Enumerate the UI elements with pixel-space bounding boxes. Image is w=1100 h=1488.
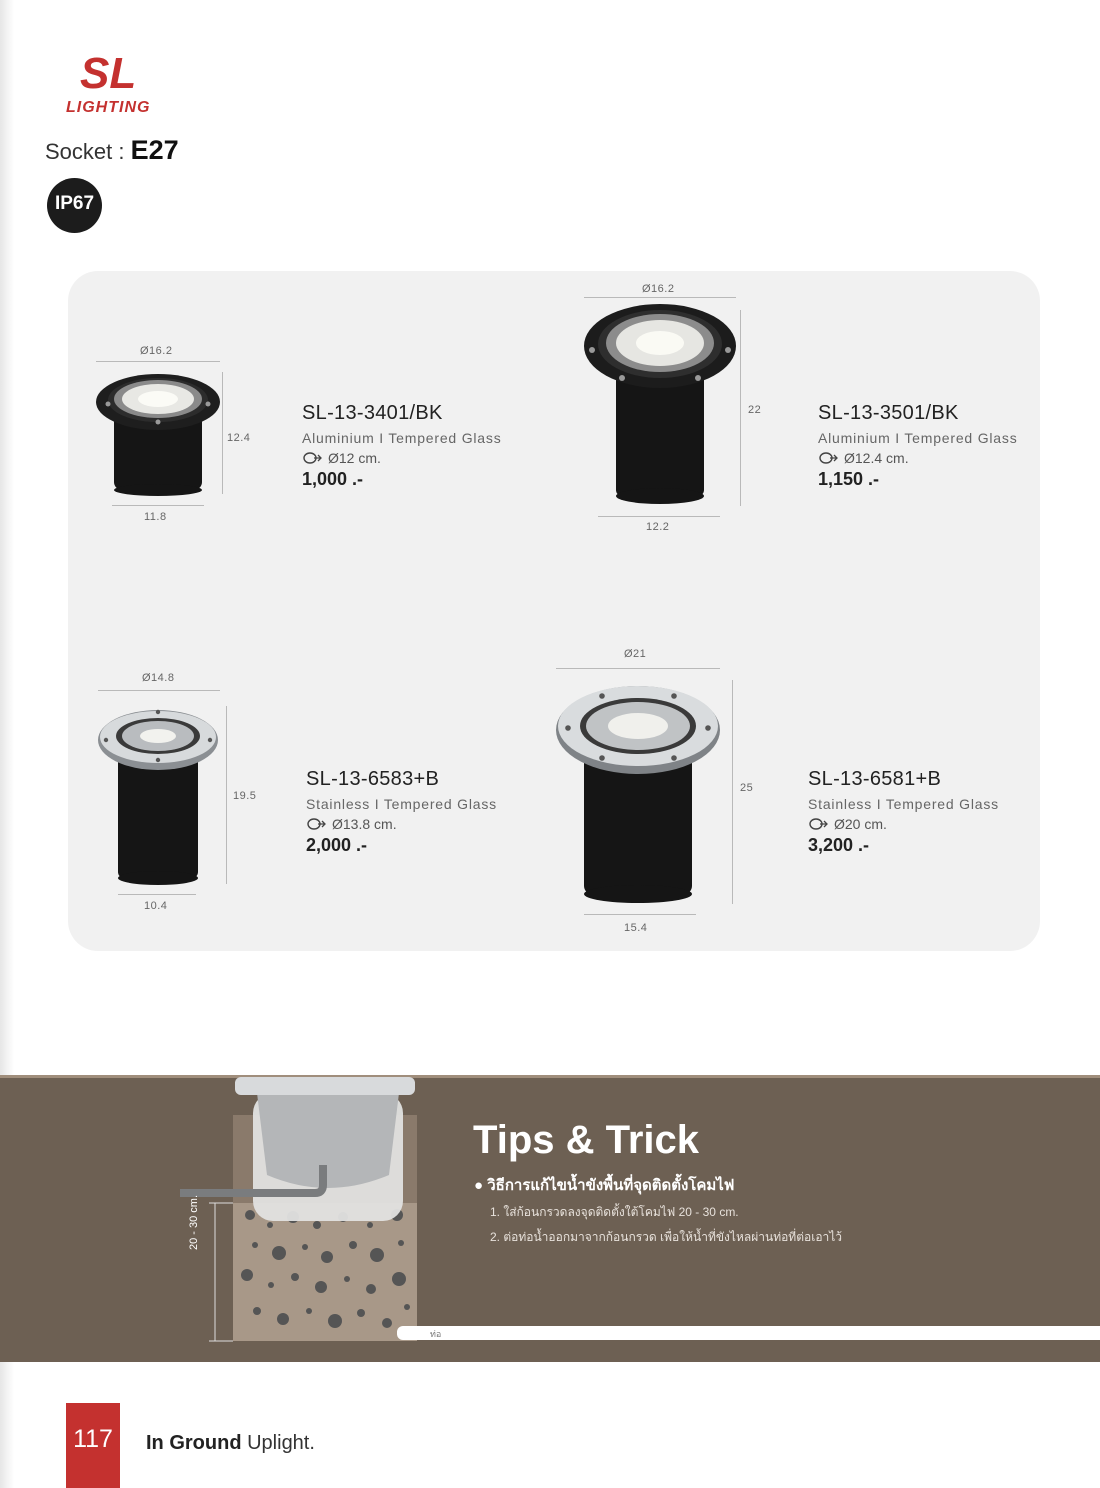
dim-bottom-label: 11.8 (144, 511, 167, 523)
dim-bottom-label: 10.4 (144, 900, 168, 912)
cutout-size: Ø13.8 cm. (332, 816, 397, 832)
uplight-image (582, 302, 738, 508)
dim-side-label: 12.4 (227, 432, 251, 444)
dim-top-label: Ø21 (624, 648, 647, 660)
dim-bottom-label: 15.4 (624, 922, 648, 934)
dim-line (584, 297, 736, 298)
dim-line (118, 894, 196, 895)
section-title-regular: Uplight. (247, 1432, 315, 1454)
dim-line (598, 516, 720, 517)
cutout-size: Ø20 cm. (834, 816, 887, 832)
bullet-icon: ● (474, 1177, 484, 1194)
dim-side-label: 25 (740, 782, 754, 794)
tips-heading (474, 1173, 734, 1197)
product-code: SL-13-3401/BK (302, 402, 443, 424)
svg-text:LIGHTING: LIGHTING (66, 99, 151, 116)
dim-line (556, 668, 720, 669)
depth-label: 20 - 30 cm. (188, 1194, 200, 1250)
cutout-row (808, 816, 999, 832)
cutout-row (302, 450, 502, 466)
uplight-image (98, 706, 220, 886)
uplight-image (554, 678, 722, 906)
svg-text:SL: SL (80, 49, 137, 98)
socket-label: Socket : (45, 139, 125, 164)
product-code: SL-13-6581+B (808, 768, 942, 790)
dim-top-label: Ø16.2 (642, 283, 675, 295)
product-info (818, 402, 1018, 490)
uplight-image (94, 370, 222, 496)
tips-step-2: 2. ต่อท่อน้ำออกมาจากก้อนกรวด เพื่อให้น้ำที่ขังไหลผ่านท่อที่ต่อเอาไว้ (490, 1230, 843, 1244)
dim-line (112, 505, 204, 506)
product-price: 3,200 .- (808, 835, 870, 855)
page-number: 117 (66, 1403, 120, 1488)
dim-line (584, 914, 696, 915)
cutout-row (818, 450, 1018, 466)
dim-line (226, 706, 227, 884)
dim-bottom-label: 12.2 (646, 521, 670, 533)
pipe-label: ท่อ (430, 1329, 442, 1339)
cutout-size: Ø12.4 cm. (844, 450, 909, 466)
dim-top-label: Ø16.2 (140, 345, 173, 357)
product-price: 1,150 .- (818, 469, 880, 489)
product-material: Aluminium I Tempered Glass (818, 430, 1018, 446)
tips-heading-text: วิธีการแก้ไขน้ำขังพื้นที่จุดติดตั้งโคมไฟ (487, 1177, 735, 1194)
dim-line (740, 310, 741, 506)
section-title-bold: In Ground (146, 1432, 242, 1454)
product-material: Stainless I Tempered Glass (808, 796, 999, 812)
cutout-size: Ø12 cm. (328, 450, 381, 466)
dim-line (98, 690, 220, 691)
dim-side-label: 22 (748, 404, 762, 416)
dim-line (732, 680, 733, 904)
sl-lighting-logo (62, 46, 182, 118)
dim-side-label: 19.5 (233, 790, 257, 802)
dim-line (96, 361, 220, 362)
dim-top-label: Ø14.8 (142, 672, 175, 684)
dim-line (222, 372, 223, 494)
installation-illustration (175, 1075, 420, 1359)
pipe-strip (397, 1326, 1100, 1340)
product-code: SL-13-6583+B (306, 768, 440, 790)
product-info (306, 768, 497, 856)
tips-title: Tips & Trick (473, 1118, 700, 1162)
product-price: 2,000 .- (306, 835, 368, 855)
cutout-icon (818, 451, 838, 465)
product-material: Stainless I Tempered Glass (306, 796, 497, 812)
tips-step-1: 1. ใส่ก้อนกรวดลงจุดติดตั้งใต้โคมไฟ 20 - 30 cm. (490, 1205, 739, 1219)
socket-spec (45, 135, 179, 166)
product-code: SL-13-3501/BK (818, 402, 959, 424)
product-info (808, 768, 999, 856)
cutout-row (306, 816, 497, 832)
product-price: 1,000 .- (302, 469, 364, 489)
cutout-icon (306, 817, 326, 831)
socket-value: E27 (130, 135, 179, 165)
cutout-icon (302, 451, 322, 465)
product-material: Aluminium I Tempered Glass (302, 430, 502, 446)
cutout-icon (808, 817, 828, 831)
ip-rating-badge: IP67 (47, 178, 102, 233)
product-info (302, 402, 502, 490)
section-title (146, 1432, 315, 1455)
